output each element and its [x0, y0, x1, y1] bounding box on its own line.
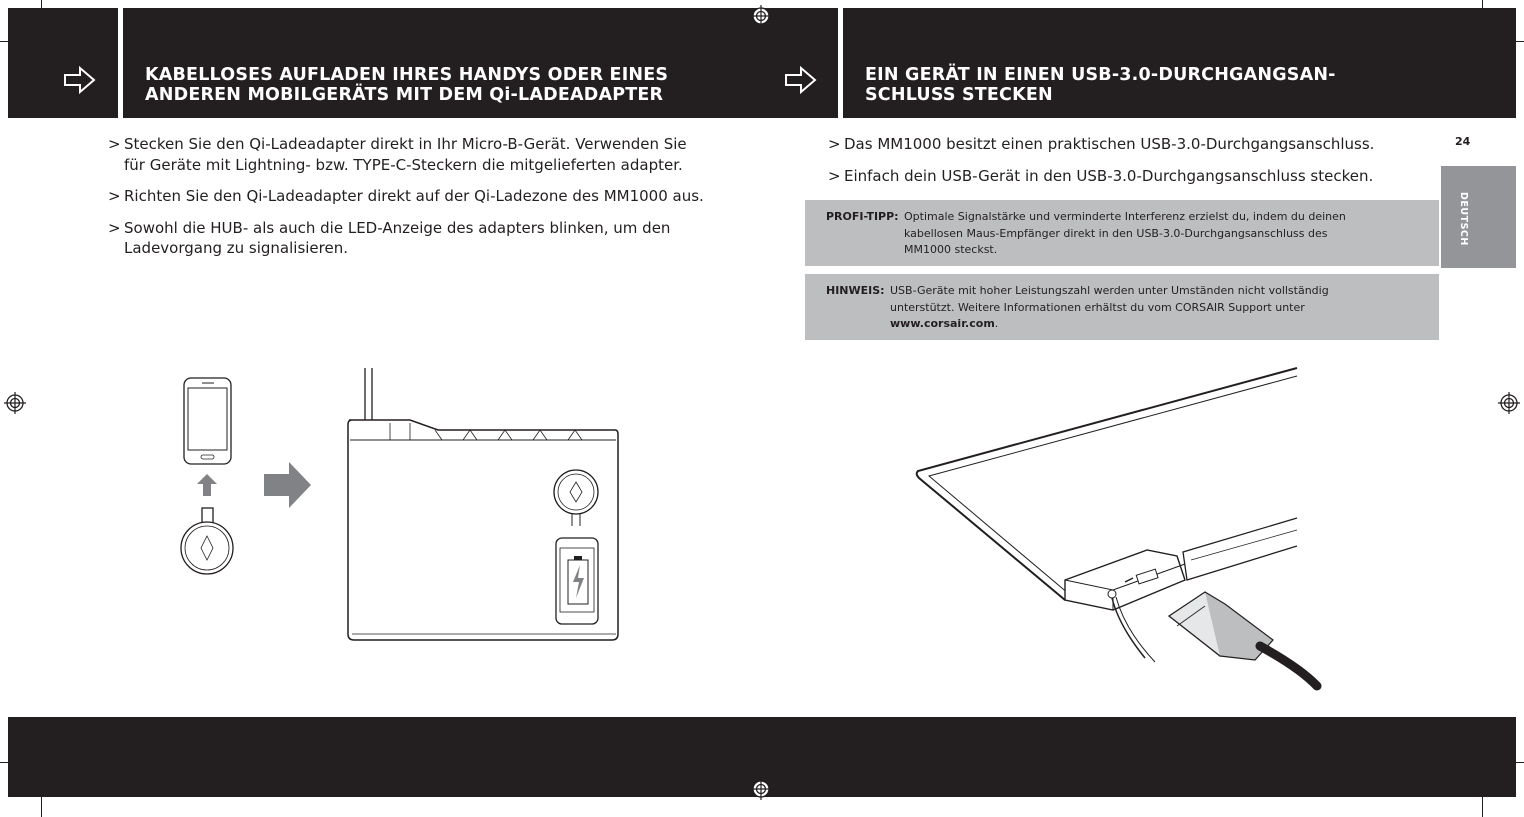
pro-tip-label: PROFI-TIPP: — [826, 210, 899, 223]
list-item — [108, 134, 768, 175]
right-title-line2: SCHLUSS STECKEN — [865, 85, 1053, 105]
registration-mark-icon — [750, 5, 772, 27]
pro-tip-line: kabellosen Maus-Empfänger direkt in den USB-3.0-Durchgangsanschluss des — [904, 226, 1328, 240]
note-text — [890, 283, 1430, 333]
bullet-text-line: Das MM1000 besitzt einen praktischen USB-3.0-Durchgangsanschluss. — [844, 135, 1375, 153]
pro-tip-line: MM1000 steckst. — [904, 243, 998, 256]
right-bullet-list — [828, 134, 1428, 197]
list-item — [108, 186, 768, 207]
note-line — [890, 316, 1430, 333]
bullet-text-line: Einfach dein USB-Gerät in den USB-3.0-Durchgangsanschluss stecken. — [844, 166, 1374, 185]
pro-tip-line: Optimale Signalstärke und verminderte Interferenz erzielst du, indem du deinen — [904, 210, 1346, 223]
registration-mark-icon — [750, 778, 772, 800]
note-line: unterstützt. Weitere Informationen erhältst du vom CORSAIR Support unter — [890, 300, 1305, 314]
page-number: 24 — [1455, 135, 1471, 148]
arrow-right-outline-icon — [63, 66, 97, 94]
phone-illustration — [176, 372, 246, 582]
language-tab — [1441, 166, 1516, 268]
bullet-text-line: Richten Sie den Qi-Ladeadapter direkt auf der Qi-Ladezone des MM1000 aus. — [124, 187, 704, 205]
left-bullet-list — [108, 134, 768, 270]
registration-mark-icon — [4, 392, 26, 414]
bullet-marker: > — [108, 135, 121, 153]
note-line: USB-Geräte mit hoher Leistungszahl werden unter Umständen nicht vollständig — [890, 284, 1329, 297]
list-item — [828, 134, 1428, 155]
left-title-line2: ANDEREN MOBILGERÄTS MIT DEM Qi-LADEADAPTER — [145, 85, 664, 105]
support-link[interactable]: www.corsair.com — [890, 317, 995, 330]
bullet-marker: > — [108, 218, 121, 237]
bullet-marker: > — [828, 166, 841, 185]
arrow-right-icon — [264, 462, 312, 508]
note-box — [805, 274, 1439, 340]
pro-tip-text — [904, 209, 1434, 259]
note-link-suffix: . — [994, 317, 999, 330]
list-item — [828, 166, 1428, 187]
note-label: HINWEIS: — [826, 284, 885, 297]
registration-mark-icon — [1498, 392, 1520, 414]
bullet-text-line: für Geräte mit Lightning- bzw. TYPE-C-Steckern die mitgelieferten adapter. — [124, 155, 683, 174]
bullet-marker: > — [828, 135, 841, 153]
bullet-text-line: Stecken Sie den Qi-Ladeadapter direkt in Ihr Micro-B-Gerät. Verwenden Sie — [124, 135, 687, 153]
bullet-text-line: Ladevorgang zu signalisieren. — [124, 239, 349, 257]
right-section-title — [865, 65, 1505, 105]
right-title-line1: EIN GERÄT IN EINEN USB-3.0-DURCHGANGSAN- — [865, 65, 1336, 85]
pro-tip-box — [805, 200, 1439, 266]
left-arrow-box — [8, 8, 118, 118]
language-tab-label: DEUTSCH — [1458, 192, 1469, 246]
bullet-marker: > — [108, 187, 121, 205]
left-title-line1: KABELLOSES AUFLADEN IHRES HANDYS ODER EINES — [145, 65, 669, 85]
charging-pad-illustration — [340, 368, 625, 643]
bullet-text-line: Sowohl die HUB- als auch die LED-Anzeige des adapters blinken, um den — [124, 218, 671, 237]
usb-port-illustration — [915, 368, 1335, 693]
list-item — [108, 218, 768, 259]
left-section-title — [145, 65, 825, 105]
